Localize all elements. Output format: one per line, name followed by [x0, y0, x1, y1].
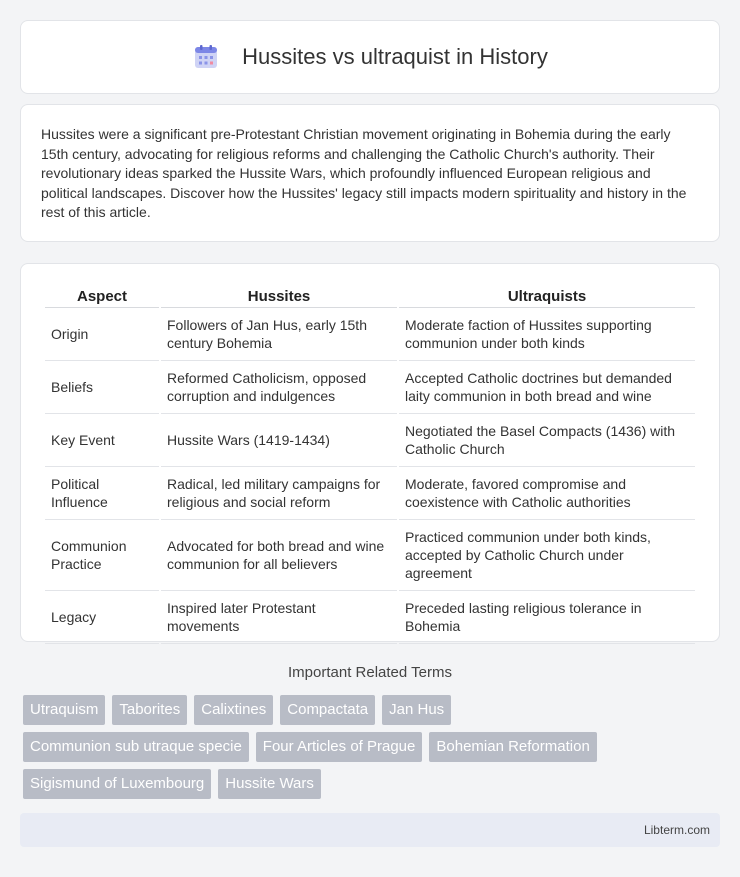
term-chip[interactable]: Compactata [280, 695, 375, 725]
related-terms-title: Important Related Terms [288, 664, 452, 681]
comparison-card [20, 263, 720, 642]
term-chip[interactable]: Hussite Wars [218, 769, 321, 799]
table-cell: Legacy [45, 591, 159, 644]
table-cell: Preceded lasting religious tolerance in Bohemia [399, 591, 695, 644]
table-cell: Negotiated the Basel Compacts (1436) with Catholic Church [399, 414, 695, 467]
term-chip[interactable]: Four Articles of Prague [256, 732, 423, 762]
table-cell: Practiced communion under both kinds, accepted by Catholic Church under agreement [399, 520, 695, 591]
footer-site-link[interactable]: Libterm.com [643, 823, 710, 837]
header-hussites: Hussites [161, 282, 397, 308]
term-chip[interactable]: Calixtines [194, 695, 273, 725]
comparison-table [43, 282, 697, 644]
table-cell: Origin [45, 308, 159, 361]
header-card [20, 20, 720, 94]
table-row [45, 414, 695, 467]
related-terms [23, 695, 723, 806]
header-aspect: Aspect [45, 282, 159, 308]
term-chip[interactable]: Utraquism [23, 695, 105, 725]
table-cell: Beliefs [45, 361, 159, 414]
intro-card [20, 104, 720, 242]
term-chip[interactable]: Communion sub utraque specie [23, 732, 249, 762]
table-cell: Inspired later Protestant movements [161, 591, 397, 644]
chip-row [23, 732, 723, 762]
header-ultraquists: Ultraquists [399, 282, 695, 308]
table-row [45, 361, 695, 414]
chip-row [23, 769, 723, 799]
table-row [45, 520, 695, 591]
table-cell: Communion Practice [45, 520, 159, 591]
table-row [45, 591, 695, 644]
calendar-icon [192, 43, 220, 71]
intro-text: Hussites were a significant pre-Protestant Christian movement originating in Bohemia during the early 15th century, advocating for religious reforms and challenging the Catholic Church's authority. Their revolutionary ideas sparked the Hussite Wars, which profoundly influenced European religious and political landscapes. Discover how the Hussites' legacy still impacts modern spirituality and history in the rest of this article. [41, 126, 687, 221]
table-cell: Accepted Catholic doctrines but demanded laity communion in both bread and wine [399, 361, 695, 414]
table-cell: Followers of Jan Hus, early 15th century Bohemia [161, 308, 397, 361]
term-chip[interactable]: Sigismund of Luxembourg [23, 769, 211, 799]
table-cell: Moderate, favored compromise and coexistence with Catholic authorities [399, 467, 695, 520]
table-cell: Reformed Catholicism, opposed corruption and indulgences [161, 361, 397, 414]
table-cell: Political Influence [45, 467, 159, 520]
table-cell: Hussite Wars (1419-1434) [161, 414, 397, 467]
term-chip[interactable]: Bohemian Reformation [429, 732, 596, 762]
footer [20, 813, 720, 847]
page-title: Hussites vs ultraquist in History [242, 44, 548, 69]
table-cell: Advocated for both bread and wine communion for all believers [161, 520, 397, 591]
term-chip[interactable]: Jan Hus [382, 695, 451, 725]
table-cell: Radical, led military campaigns for religious and social reform [161, 467, 397, 520]
table-header-row [45, 282, 695, 308]
chip-row [23, 695, 723, 725]
table-row [45, 308, 695, 361]
term-chip[interactable]: Taborites [112, 695, 187, 725]
table-row [45, 467, 695, 520]
table-cell: Moderate faction of Hussites supporting communion under both kinds [399, 308, 695, 361]
table-cell: Key Event [45, 414, 159, 467]
